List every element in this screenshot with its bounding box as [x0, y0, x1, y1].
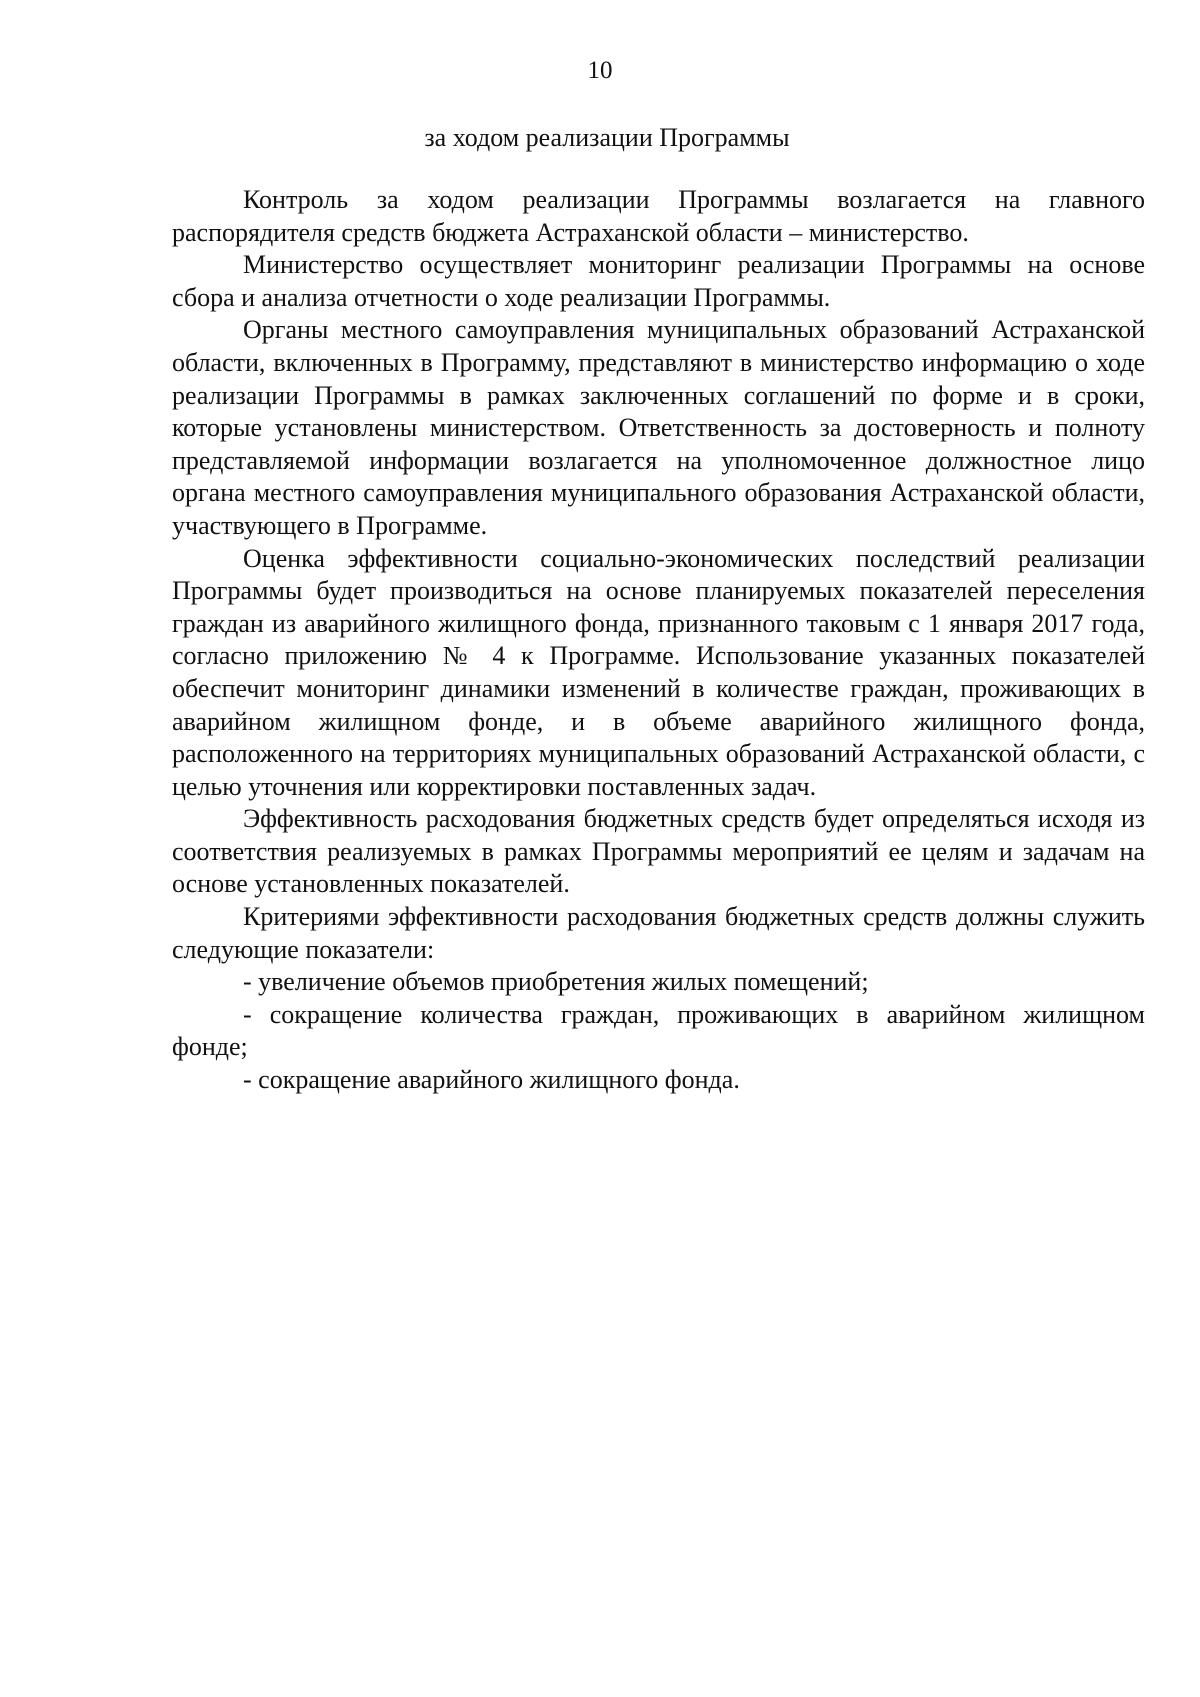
- list-item-criterion-3: - сокращение аварийного жилищного фонда.: [243, 1065, 740, 1095]
- paragraph-criteria: Критериями эффективности расходования бюджетных средств должны служить следующие показатели:: [172, 902, 1145, 964]
- page-number: 10: [587, 57, 613, 84]
- section-heading: за ходом реализации Программы: [424, 123, 790, 152]
- document-body: [172, 184, 1145, 1097]
- paragraph-control: Контроль за ходом реализации Программы возлагается на главного распорядителя средств бюджета Астраханской области – министерство.: [172, 185, 1145, 247]
- list-item-criterion-1: - увеличение объемов приобретения жилых помещений;: [243, 967, 869, 997]
- paragraph-budget-efficiency: Эффективность расходования бюджетных средств будет определяться исходя из соответствия реализуемых в рамках Программы мероприятий ее целям и задачам на основе установленных показателей.: [172, 804, 1145, 899]
- paragraph-monitoring: Министерство осуществляет мониторинг реализации Программы на основе сбора и анализа отчетности о ходе реализации Программы.: [172, 250, 1145, 312]
- paragraph-local-authorities: Органы местного самоуправления муниципальных образований Астраханской области, включенных в Программу, представляют в министерство информацию о ходе реализации Программы в рамках заключенных соглашений по форме и в сроки, которые установлены министерством. Ответственность за достоверность и полноту представляемой информации возлагается на уполномоченное должностное лицо органа местного самоуправления муниципального образования Астраханской области, участвующего в Программе.: [172, 315, 1145, 540]
- list-item-criterion-2: - сокращение количества граждан, проживающих в аварийном жилищном фонде;: [172, 999, 1145, 1062]
- paragraph-effectiveness-assessment: Оценка эффективности социально-экономических последствий реализации Программы будет производиться на основе планируемых показателей переселения граждан из аварийного жилищного фонда, признанного таковым с 1 января 2017 года, согласно приложению № 4 к Программе. Использование указанных показателей обеспечит мониторинг динамики изменений в количестве граждан, проживающих в аварийном жилищном фонде, и в объеме аварийного жилищного фонда, расположенного на территориях муниципальных образований Астраханской области, с целью уточнения или корректировки поставленных задач.: [172, 543, 1145, 801]
